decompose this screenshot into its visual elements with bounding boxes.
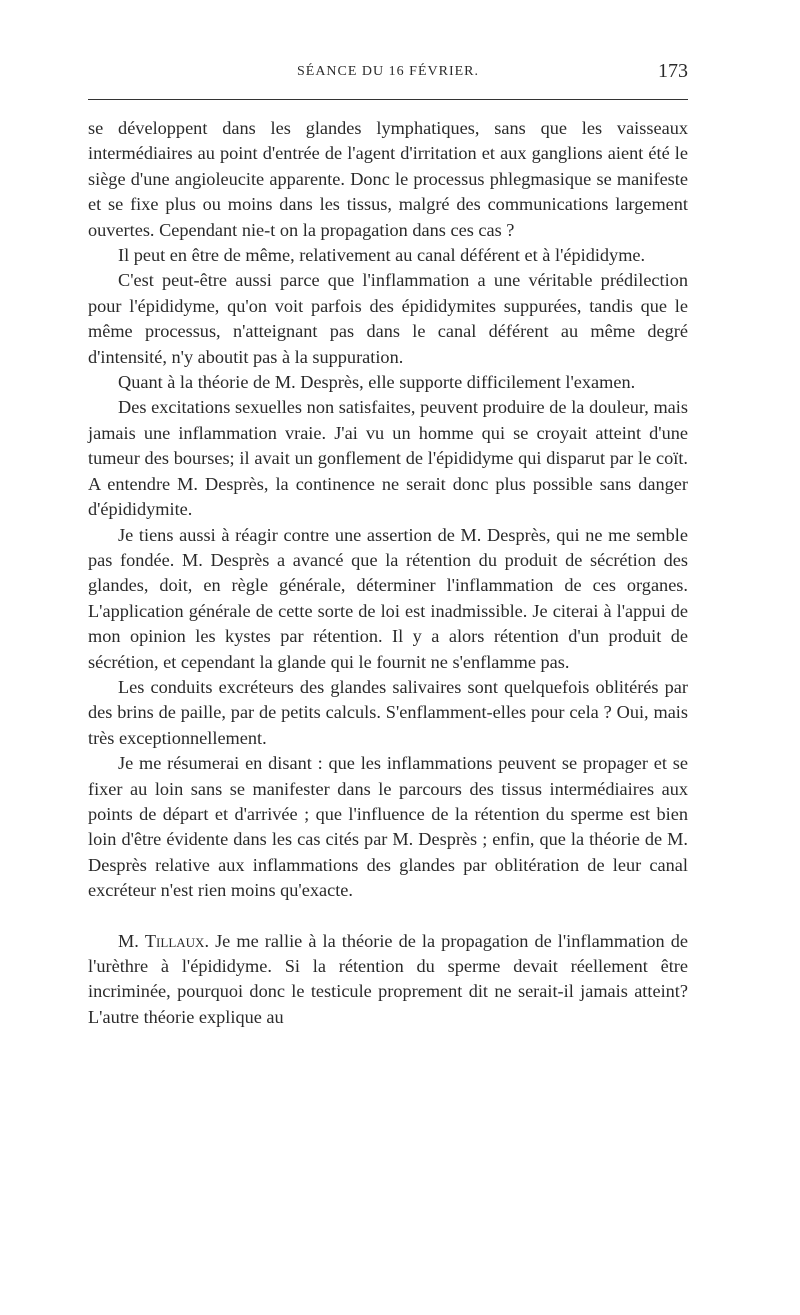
paragraph: Je me résumerai en disant : que les inflammations peuvent se propager et se fixer au loin sans se manifester dans le parcours des tissus intermédiaires aux points de départ et d'arrivée ; que l'influence de la rétention du sperme est bien loin d'être évidente dans les cas cités par M. Desprès ; enfin, que la théorie de M. Desprès relative aux inflammations des glandes par oblitération de leur canal excréteur n'est rien moins qu'exacte. xyxy=(88,753,688,901)
body-text xyxy=(88,116,688,1030)
paragraph: Les conduits excréteurs des glandes salivaires sont quelquefois oblitérés par des brins de paille, par de petits calculs. S'enflamment-elles pour cela ? Oui, mais très exceptionnellement. xyxy=(88,676,688,748)
speaker-name: Tillaux xyxy=(144,930,205,951)
paragraph: se développent dans les glandes lymphatiques, sans que les vaisseaux intermédiaires au point d'entrée de l'agent d'irritation et aux ganglions aient été le siège d'une angioleucite apparente. Donc le processus phlegmasique se manifeste et se fixe plus ou moins dans les tissus, malgré des communications largement ouvertes. Cependant nie-t on la propagation dans ces cas ? xyxy=(88,118,688,240)
paragraph: Des excitations sexuelles non satisfaites, peuvent produire de la douleur, mais jamais une inflammation vraie. J'ai vu un homme qui se croyait atteint d'une tumeur des bourses; il avait un gonflement de l'épididyme qui disparut par le coït. A entendre M. Desprès, la continence ne serait donc plus possible sans danger d'épididymite. xyxy=(88,397,688,520)
speaker-prefix: M. xyxy=(118,930,145,951)
paragraph: Quant à la théorie de M. Desprès, elle supporte difficilement l'examen. xyxy=(118,372,636,393)
paragraph: C'est peut-être aussi parce que l'inflammation a une véritable prédilection pour l'épididyme, qu'on voit parfois des épididymites suppurées, tandis que le même processus, n'atteignant pas dans le canal déférent au même degré d'intensité, n'y aboutit pas à la suppuration. xyxy=(88,270,688,367)
page-number: 173 xyxy=(658,60,688,82)
header-rule xyxy=(88,99,688,100)
paragraph: Il peut en être de même, relativement au canal déférent et à l'épididyme. xyxy=(118,245,646,266)
speaker-separator: . xyxy=(204,930,216,951)
paragraph: Je tiens aussi à réagir contre une assertion de M. Desprès, qui ne me semble pas fondée. M. Desprès a avancé que la rétention du produit de sécrétion des glandes, doit, en règle générale, déterminer l'inflammation de ces organes. L'application générale de cette sorte de loi est inadmissible. Je citerai à l'appui de mon opinion les kystes par rétention. Il y a alors rétention d'un produit de sécrétion, et cependant la glande qui le fournit ne s'enflamme pas. xyxy=(88,524,688,672)
running-title: SÉANCE DU 16 FÉVRIER. xyxy=(296,64,479,79)
speech-text: Je me rallie à la théorie de la propagation de l'inflammation de l'urèthre à l'épididyme. Si la rétention du sperme devait réellement être incriminée, pourquoi donc le testicule proprement dit ne serait-il jamais atteint? L'autre théorie explique au xyxy=(88,930,688,1027)
speech-paragraph xyxy=(88,929,688,1031)
page-header xyxy=(88,60,688,86)
